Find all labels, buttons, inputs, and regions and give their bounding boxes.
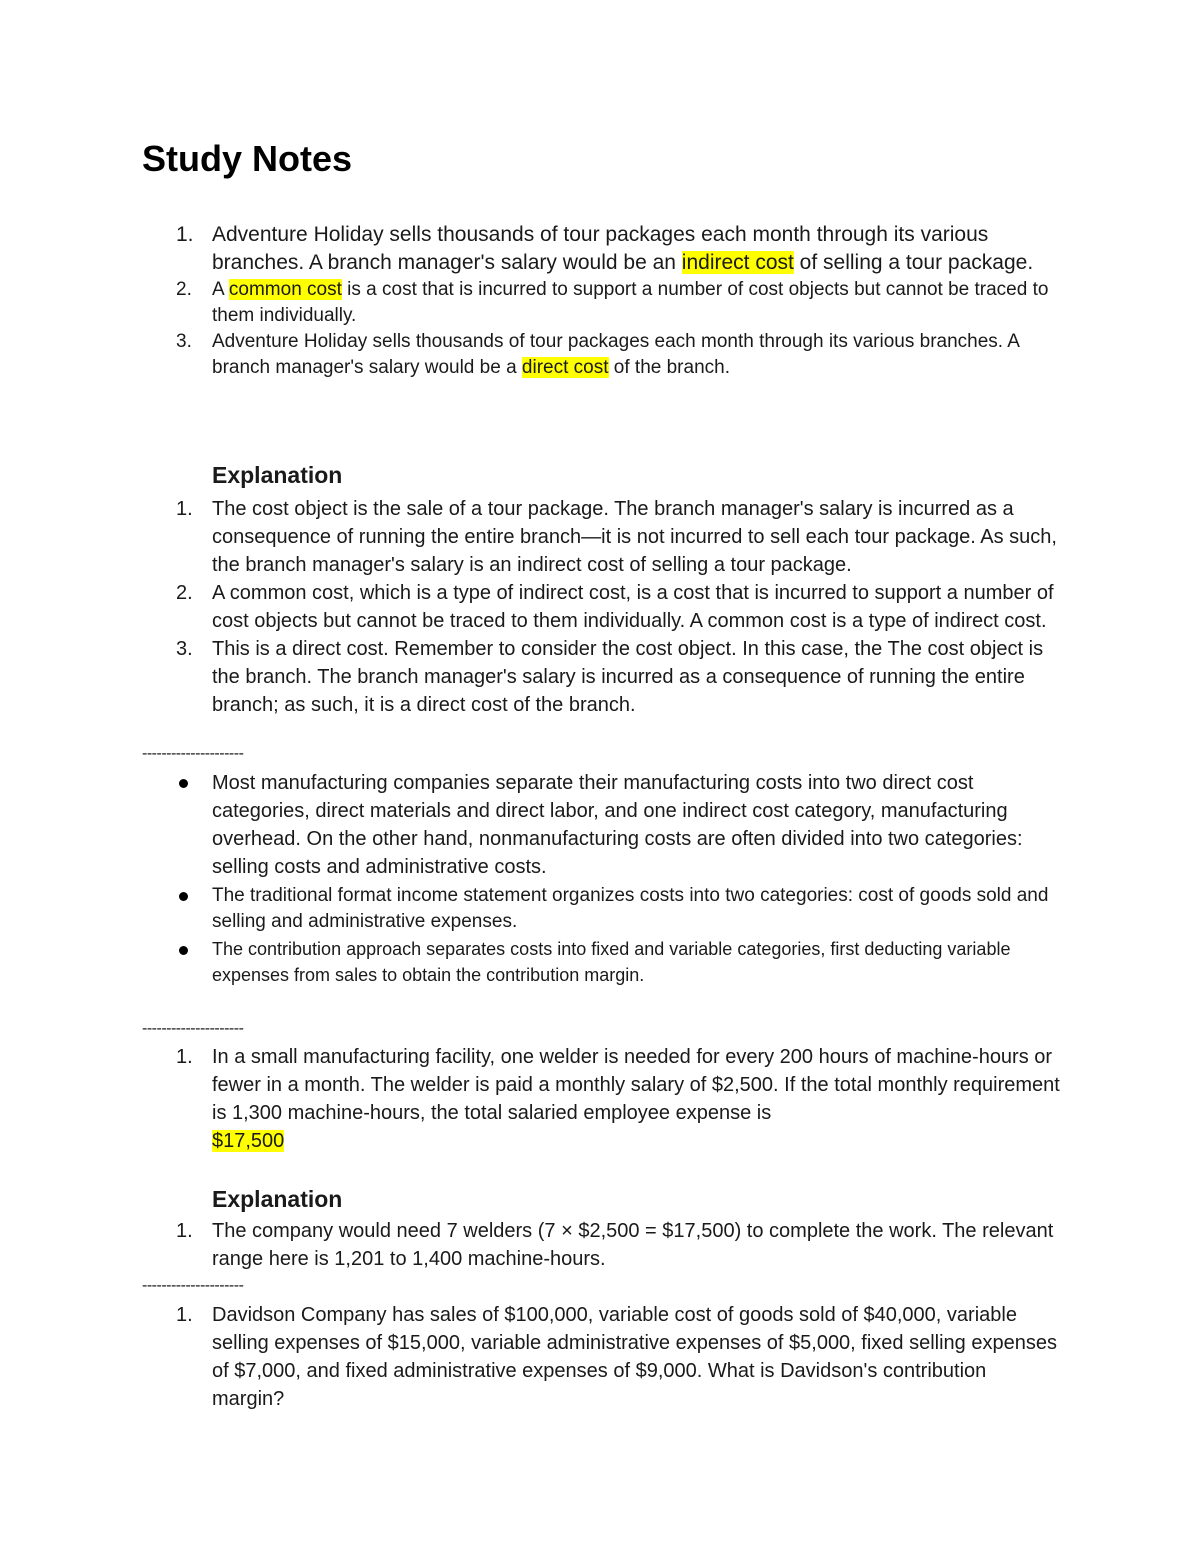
explanation-heading: Explanation: [212, 462, 343, 488]
highlighted-term: common cost: [228, 279, 342, 300]
bullet-item: [0, 769, 1062, 881]
list-item: [0, 635, 1062, 719]
bullet-item: [0, 883, 1062, 935]
explanation-heading: Explanation: [212, 1186, 343, 1212]
list-item: [0, 221, 1062, 277]
list-item: [0, 1301, 1062, 1413]
list-number: 3.: [176, 331, 192, 352]
item-text: The contribution approach separates costs into fixed and variable categories, first deducting variable expenses from sales to obtain the contribution margin.: [212, 939, 1011, 985]
item-text: of selling a tour package.: [793, 251, 1034, 274]
explanation-list-2: [0, 1217, 1200, 1273]
list-number: 1.: [176, 1220, 193, 1242]
separator: ---------------------: [142, 1020, 244, 1037]
list-number: 1.: [176, 223, 194, 246]
bullet-item: [0, 937, 1062, 989]
list-item: [0, 329, 1062, 381]
highlighted-term: indirect cost: [681, 251, 794, 274]
list-item: [0, 579, 1062, 635]
bullet-icon: [179, 946, 188, 955]
item-text: of the branch.: [608, 357, 730, 378]
item-text: Davidson Company has sales of $100,000, variable cost of goods sold of $40,000, variable selling expenses of $15,000, variable administrative expenses of $5,000, fixed selling expenses of $7,000, and fixed administrative expenses of $9,000. What is Davidson's contribution margin?: [212, 1304, 1057, 1410]
item-text: Most manufacturing companies separate their manufacturing costs into two direct cost categories, direct materials and direct labor, and one indirect cost category, manufacturing overhead. On the other hand, nonmanufacturing costs are often divided into two categories: selling costs and administrative costs.: [212, 772, 1023, 878]
list-number: 3.: [176, 638, 193, 660]
question-list-3: [0, 1301, 1200, 1413]
item-text: A common cost, which is a type of indirect cost, is a cost that is incurred to support a number of cost objects but cannot be traced to them individually. A common cost is a type of indirect cost.: [212, 582, 1054, 632]
item-text: is a cost that is incurred to support a number of cost objects but cannot be traced to them individually.: [212, 279, 1049, 326]
item-text: The traditional format income statement organizes costs into two categories: cost of goods sold and selling and administrative expenses.: [212, 885, 1049, 932]
bullet-icon: [179, 779, 188, 788]
question-list-1: [0, 221, 1200, 381]
item-text: The company would need 7 welders (7 × $2,500 = $17,500) to complete the work. The relevant range here is 1,201 to 1,400 machine-hours.: [212, 1220, 1054, 1270]
item-text: In a small manufacturing facility, one welder is needed for every 200 hours of machine-hours or fewer in a month. The welder is paid a monthly salary of $2,500. If the total monthly requirement is 1,300 machine-hours, the total salaried employee expense is: [212, 1046, 1060, 1124]
list-number: 2.: [176, 582, 193, 604]
page-title: Study Notes: [142, 138, 353, 179]
list-number: 1.: [176, 1304, 193, 1326]
separator: ---------------------: [142, 1277, 244, 1294]
item-text: Adventure Holiday sells thousands of tour packages each month through its various branches. A branch manager's salary would be an: [212, 223, 989, 274]
list-item: [0, 1043, 1062, 1155]
separator: ---------------------: [142, 745, 244, 762]
list-item: [0, 495, 1062, 579]
item-text: This is a direct cost. Remember to consider the cost object. In this case, the The cost object is the branch. The branch manager's salary is incurred as a consequence of running the entire branch; as such, it is a direct cost of the branch.: [212, 638, 1044, 716]
list-number: 1.: [176, 498, 193, 520]
item-text: A: [212, 279, 229, 300]
explanation-list-1: [0, 495, 1200, 719]
highlighted-term: direct cost: [521, 357, 609, 378]
bullet-icon: [179, 892, 188, 901]
list-number: 2.: [176, 279, 192, 300]
bullet-list: [0, 769, 1200, 989]
item-text: Adventure Holiday sells thousands of tour packages each month through its various branches. A branch manager's salary would be a: [212, 331, 1019, 378]
list-item: [0, 277, 1062, 329]
list-item: [0, 1217, 1062, 1273]
answer-highlight: $17,500: [212, 1130, 285, 1152]
list-number: 1.: [176, 1046, 193, 1068]
item-text: The cost object is the sale of a tour package. The branch manager's salary is incurred as a consequence of running the entire branch—it is not incurred to sell each tour package. As such, the branch manager's salary is an indirect cost of selling a tour package.: [212, 498, 1057, 576]
question-list-2: [0, 1043, 1200, 1155]
